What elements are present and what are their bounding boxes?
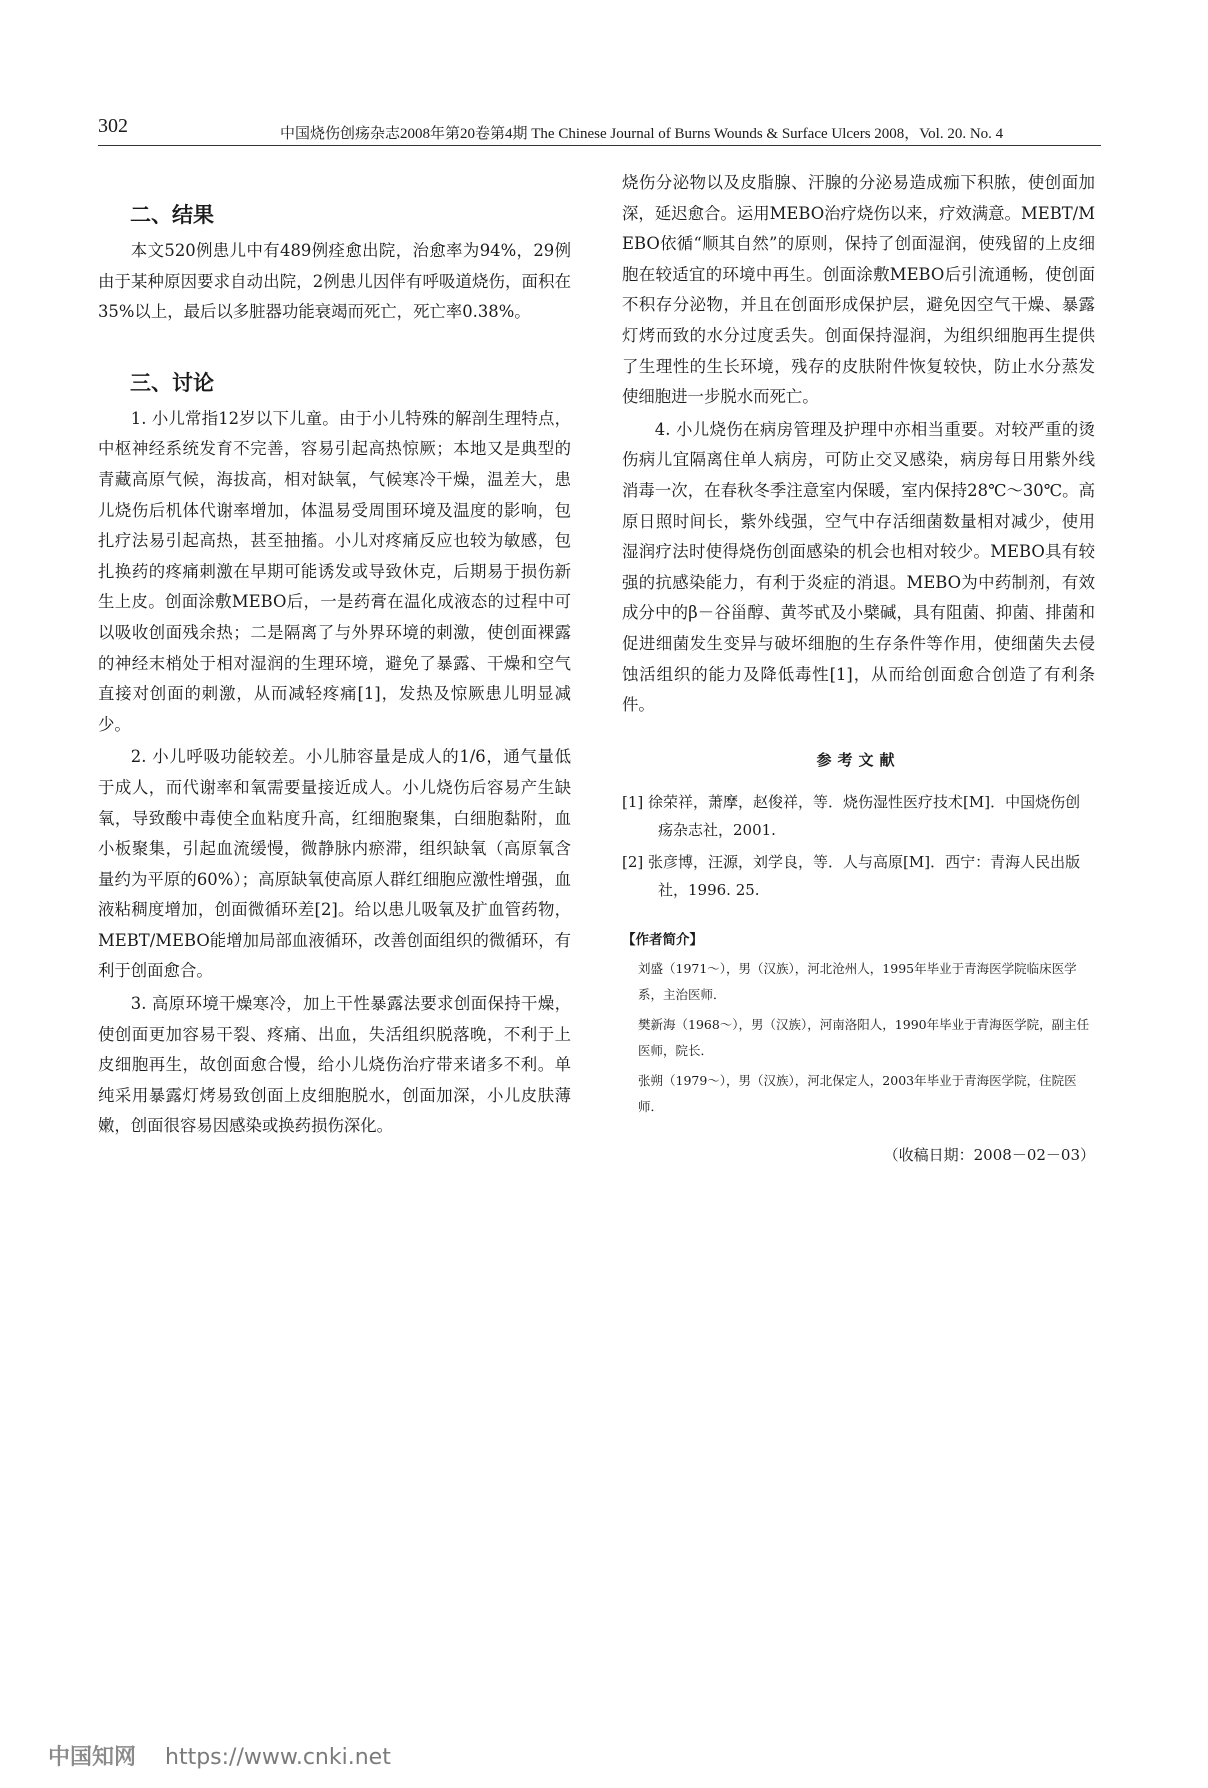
received-date: （收稿日期：2008－02－03）: [883, 1145, 1095, 1164]
section-title-results: 二、结果: [130, 202, 214, 227]
references-title: 参考文献: [816, 750, 901, 769]
discussion-paragraph-2: 2. 小儿呼吸功能较差。小儿肺容量是成人的1/6，通气量低于成人，而代谢率和氧需要量接近成人。小儿烧伤后容易产生缺氧，导致酸中毒使全血粘度升高，红细胞聚集，白细胞黏附，血小板聚集，引起血流缓慢，微静脉内瘀滞，组织缺氧（高原氧含量约为平原的60%）；高原缺氧使高原人群红细胞应激性增强，血液粘稠度增加，创面微循环差[2]。给以患儿吸氧及扩血管药物，MEBT/MEBO能增加局部血液循环，改善创面组织的微循环，有利于创面愈合。: [98, 747, 571, 981]
continuation-paragraph: 烧伤分泌物以及皮脂腺、汗腺的分泌易造成痂下积脓，使创面加深，延迟愈合。运用MEBO治疗烧伤以来，疗效满意。MEBT/MEBO依循“顺其自然”的原则，保持了创面湿润，使残留的上皮细胞在较适宜的环境中再生。创面涂敷MEBO后引流通畅，使创面不积存分泌物，并且在创面形成保护层，避免因空气干燥、暴露灯烤而致的水分过度丢失。创面保持湿润，为组织细胞再生提供了生理性的生长环境，残存的皮肤附件恢复较快，防止水分蒸发使细胞进一步脱水而死亡。: [622, 173, 1095, 407]
cnki-url[interactable]: https://www.cnki.net: [165, 1745, 391, 1770]
results-paragraph: 本文520例患儿中有489例痊愈出院，治愈率为94%，29例由于某种原因要求自动出院，2例患儿因伴有呼吸道烧伤，面积在35%以上，最后以多脏器功能衰竭而死亡，死亡率0.38%。: [98, 241, 571, 322]
left-column: [98, 172, 571, 1142]
watermark-footer: [48, 1740, 391, 1771]
page-number: 302: [98, 115, 128, 137]
right-column: [622, 168, 1095, 1165]
running-header: 中国烧伤创疡杂志2008年第20卷第4期 The Chinese Journal of Burns Wounds & Surface Ulcers 2008，Vol. 20. No. 4: [280, 126, 1004, 142]
discussion-paragraph-1: 1. 小儿常指12岁以下儿童。由于小儿特殊的解剖生理特点，中枢神经系统发育不完善，容易引起高热惊厥；本地又是典型的青藏高原气候，海拔高，相对缺氧，气候寒冷干燥，温差大，患儿烧伤后机体代谢率增加，体温易受周围环境及温度的影响，包扎疗法易引起高热，甚至抽搐。小儿对疼痛反应也较为敏感，包扎换药的疼痛刺激在早期可能诱发或导致休克，后期易于损伤新生上皮。创面涂敷MEBO后，一是药膏在温化成液态的过程中可以吸收创面残余热；二是隔离了与外界环境的刺激，使创面裸露的神经末梢处于相对湿润的生理环境，避免了暴露、干燥和空气直接对创面的刺激，从而减轻疼痛[1]，发热及惊厥患儿明显减少。: [98, 408, 571, 734]
cnki-brand: 中国知网: [48, 1745, 137, 1770]
author-bio-heading: 【作者简介】: [622, 931, 703, 948]
discussion-paragraph-4: 4. 小儿烧伤在病房管理及护理中亦相当重要。对较严重的烫伤病儿宜隔离住单人病房，可防止交叉感染，病房每日用紫外线消毒一次，在春秋冬季注意室内保暖，室内保持28℃～30℃。高原日照时间长，紫外线强，空气中存活细菌数量相对减少，使用湿润疗法时使得烧伤创面感染的机会也相对较少。MEBO具有较强的抗感染能力，有利于炎症的消退。MEBO为中药制剂，有效成分中的β－谷甾醇、黄芩甙及小檗碱，具有阻菌、抑菌、排菌和促进细菌发生变异与破坏细胞的生存条件等作用，使细菌失去侵蚀活组织的能力及降低毒性[1]，从而给创面愈合创造了有利条件。: [622, 419, 1095, 715]
section-title-discussion: 三、讨论: [130, 369, 214, 395]
reference-item: [2] 张彦博，汪源，刘学良，等．人与高原[M]．西宁：青海人民出版社，1996. 25.: [622, 852, 1081, 899]
header-rule: [98, 145, 1101, 146]
reference-item: [1] 徐荣祥，萧摩，赵俊祥，等．烧伤湿性医疗技术[M]．中国烧伤创疡杂志社，2001.: [622, 792, 1081, 839]
author-bio-item: 张朔（1979～），男（汉族），河北保定人，2003年毕业于青海医学院，住院医师．: [638, 1072, 1077, 1114]
discussion-paragraph-3: 3. 高原环境干燥寒冷，加上干性暴露法要求创面保持干燥，使创面更加容易干裂、疼痛、出血，失活组织脱落晚，不利于上皮细胞再生，故创面愈合慢，给小儿烧伤治疗带来诸多不利。单纯采用暴露灯烤易致创面上皮细胞脱水，创面加深，小儿皮肤薄嫩，创面很容易因感染或换药损伤深化。: [98, 994, 571, 1136]
author-bio-item: 樊新海（1968～），男（汉族），河南洛阳人，1990年毕业于青海医学院，副主任医师，院长．: [638, 1016, 1090, 1058]
author-bio-item: 刘盛（1971～），男（汉族），河北沧州人，1995年毕业于青海医学院临床医学系，主治医师．: [638, 960, 1077, 1002]
